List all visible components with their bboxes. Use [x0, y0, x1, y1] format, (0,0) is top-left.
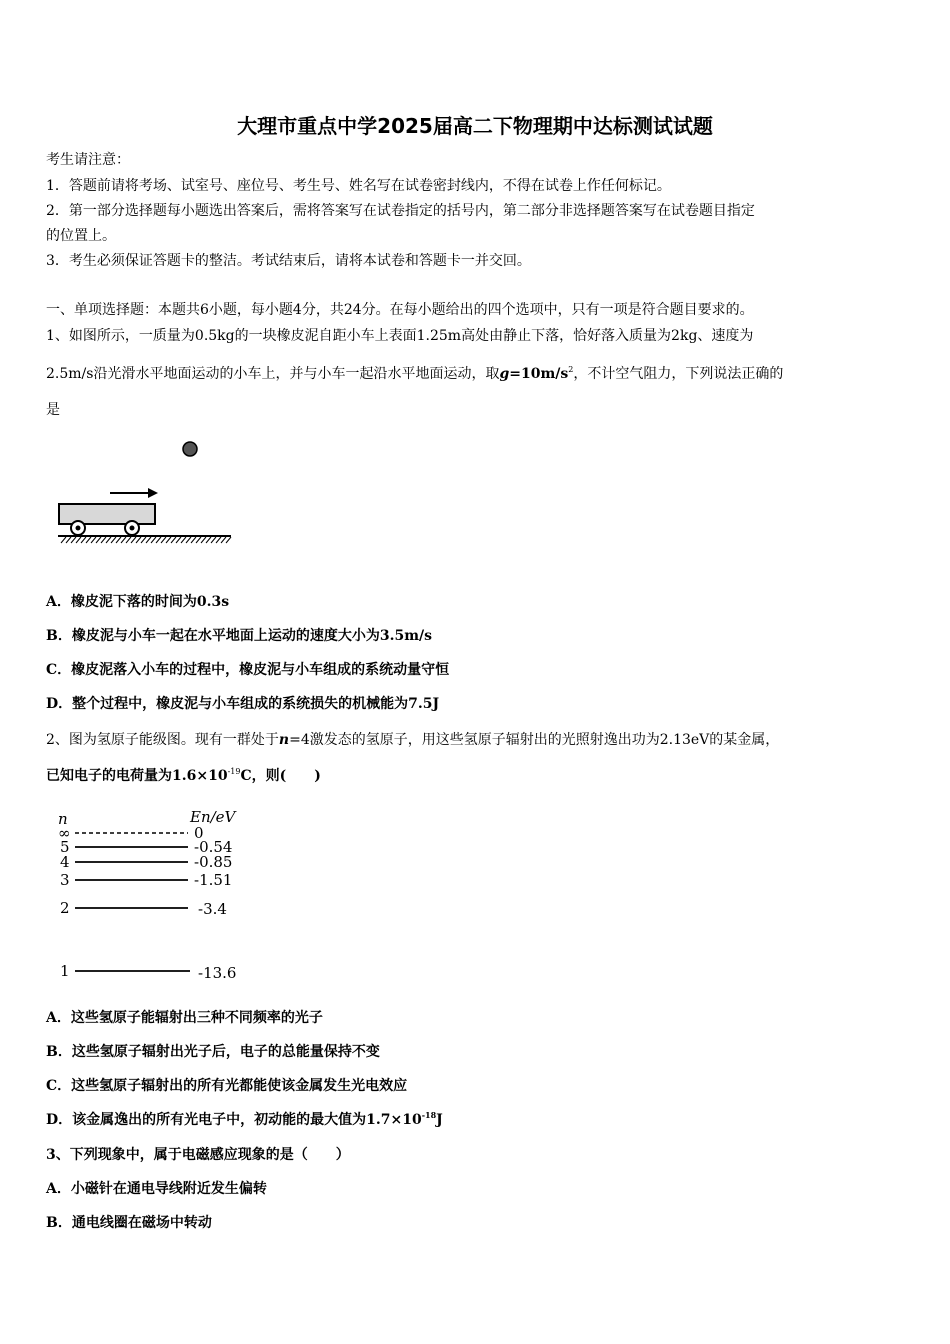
- stem-text: 已知电子的电荷量为1.6×10: [46, 768, 228, 784]
- notice-item: 的位置上。: [46, 228, 116, 244]
- hatch-mark: [136, 537, 141, 543]
- option-a: A．这些氢原子能辐射出三种不同频率的光子: [46, 1010, 323, 1026]
- hatch-mark: [86, 537, 91, 543]
- level-energy-label: -0.54: [194, 838, 233, 856]
- hatch-mark: [176, 537, 181, 543]
- hatch-mark: [206, 537, 211, 543]
- hatch-mark: [221, 537, 226, 543]
- variable-g: g: [499, 366, 510, 382]
- level-energy-label: -1.51: [194, 871, 233, 889]
- level-energy-label: -0.85: [194, 853, 233, 871]
- option-a: A．橡皮泥下落的时间为0.3s: [46, 594, 230, 610]
- question-3-stem: 3、下列现象中，属于电磁感应现象的是（ ）: [46, 1147, 350, 1163]
- hatch-mark: [181, 537, 186, 543]
- notice-item: 1．答题前请将考场、试室号、座位号、考生号、姓名写在试卷密封线内，不得在试卷上作任何标记。: [46, 178, 671, 194]
- hatch-mark: [166, 537, 171, 543]
- cart-wheel: [130, 526, 135, 531]
- hatch-mark: [211, 537, 216, 543]
- ground-hatch: [61, 537, 231, 543]
- hatch-mark: [171, 537, 176, 543]
- superscript: -18: [421, 1110, 437, 1120]
- level-n-label: 5: [60, 838, 70, 856]
- hatch-mark: [151, 537, 156, 543]
- stem-text: =4激发态的氢原子，用这些氢原子辐射出的光照射逸出功为2.13eV的某金属，: [289, 732, 780, 748]
- putty-ball: [183, 442, 197, 456]
- hatch-mark: [106, 537, 111, 543]
- option-text: D．该金属逸出的所有光电子中，初动能的最大值为1.7×10: [46, 1112, 422, 1128]
- option-a: A．小磁针在通电导线附近发生偏转: [46, 1181, 267, 1197]
- option-text: J: [436, 1112, 443, 1128]
- hatch-mark: [146, 537, 151, 543]
- hatch-mark: [76, 537, 81, 543]
- option-b: B．橡皮泥与小车一起在水平地面上运动的速度大小为3.5m/s: [46, 628, 432, 644]
- level-energy-label: 0: [194, 824, 204, 842]
- hatch-mark: [161, 537, 166, 543]
- hatch-mark: [201, 537, 206, 543]
- option-b: B．通电线圈在磁场中转动: [46, 1215, 212, 1231]
- question-2-stem: [46, 730, 779, 750]
- option-d: D．整个过程中，橡皮泥与小车组成的系统损失的机械能为7.5J: [46, 696, 440, 712]
- option-c: C．橡皮泥落入小车的过程中，橡皮泥与小车组成的系统动量守恒: [46, 662, 450, 678]
- stem-text: 2.5m/s沿光滑水平地面运动的小车上，并与小车一起沿水平地面运动，取: [46, 366, 500, 382]
- stem-text: =10m/s: [509, 366, 569, 382]
- hatch-mark: [96, 537, 101, 543]
- hatch-mark: [111, 537, 116, 543]
- axis-label-energy: En/eV: [190, 808, 236, 826]
- variable-n: n: [278, 732, 290, 748]
- hatch-mark: [191, 537, 196, 543]
- notice-item: 3．考生必须保证答题卡的整洁。考试结束后，请将本试卷和答题卡一并交回。: [46, 253, 531, 269]
- option-c: C．这些氢原子辐射出的所有光都能使该金属发生光电效应: [46, 1078, 408, 1094]
- level-n-label: 2: [60, 899, 70, 917]
- notice-heading: 考生请注意：: [46, 152, 130, 168]
- energy-level-diagram: [48, 808, 248, 988]
- section-heading: 一、单项选择题：本题共6小题，每小题4分，共24分。在每小题给出的四个选项中，只有一项是符合题目要求的。: [46, 302, 754, 318]
- hatch-mark: [116, 537, 121, 543]
- stem-text: 2、图为氢原子能级图。现有一群处于: [46, 732, 279, 748]
- option-b: B．这些氢原子辐射出光子后，电子的总能量保持不变: [46, 1044, 380, 1060]
- hatch-mark: [156, 537, 161, 543]
- level-energy-label: -3.4: [198, 900, 227, 918]
- hatch-mark: [186, 537, 191, 543]
- hatch-mark: [226, 537, 231, 543]
- cart-figure: [55, 436, 240, 551]
- level-n-label: 3: [60, 871, 70, 889]
- question-1-stem: [46, 364, 783, 384]
- question-1-stem: 1、如图所示，一质量为0.5kg的一块橡皮泥自距小车上表面1.25m高处由静止下落，恰好落入质量为2kg、速度为: [46, 328, 754, 344]
- superscript: -19: [227, 767, 241, 776]
- hatch-mark: [196, 537, 201, 543]
- arrow-head: [148, 488, 158, 498]
- cart-body: [59, 504, 155, 524]
- question-2-stem: [46, 766, 321, 786]
- hatch-mark: [71, 537, 76, 543]
- notice-item: 2．第一部分选择题每小题选出答案后，需将答案写在试卷指定的括号内，第二部分非选择题答案写在试卷题目指定: [46, 203, 755, 219]
- hatch-mark: [81, 537, 86, 543]
- stem-text: ，不计空气阻力，下列说法正确的: [573, 366, 784, 382]
- hatch-mark: [101, 537, 106, 543]
- hatch-mark: [126, 537, 131, 543]
- cart-wheel: [76, 526, 81, 531]
- hatch-mark: [121, 537, 126, 543]
- level-n-label: 1: [60, 962, 70, 980]
- superscript: 2: [568, 365, 574, 374]
- page-title: 大理市重点中学2025届高二下物理期中达标测试试题: [237, 114, 713, 138]
- hatch-mark: [61, 537, 66, 543]
- hatch-mark: [141, 537, 146, 543]
- stem-text: C，则( ): [240, 768, 321, 784]
- hatch-mark: [91, 537, 96, 543]
- question-1-stem: 是: [46, 402, 60, 418]
- option-d: [46, 1110, 443, 1130]
- level-n-label: 4: [60, 853, 70, 871]
- hatch-mark: [131, 537, 136, 543]
- axis-label-n: n: [58, 810, 68, 828]
- level-n-label: ∞: [58, 824, 71, 842]
- hatch-mark: [66, 537, 71, 543]
- hatch-mark: [216, 537, 221, 543]
- level-energy-label: -13.6: [198, 964, 237, 982]
